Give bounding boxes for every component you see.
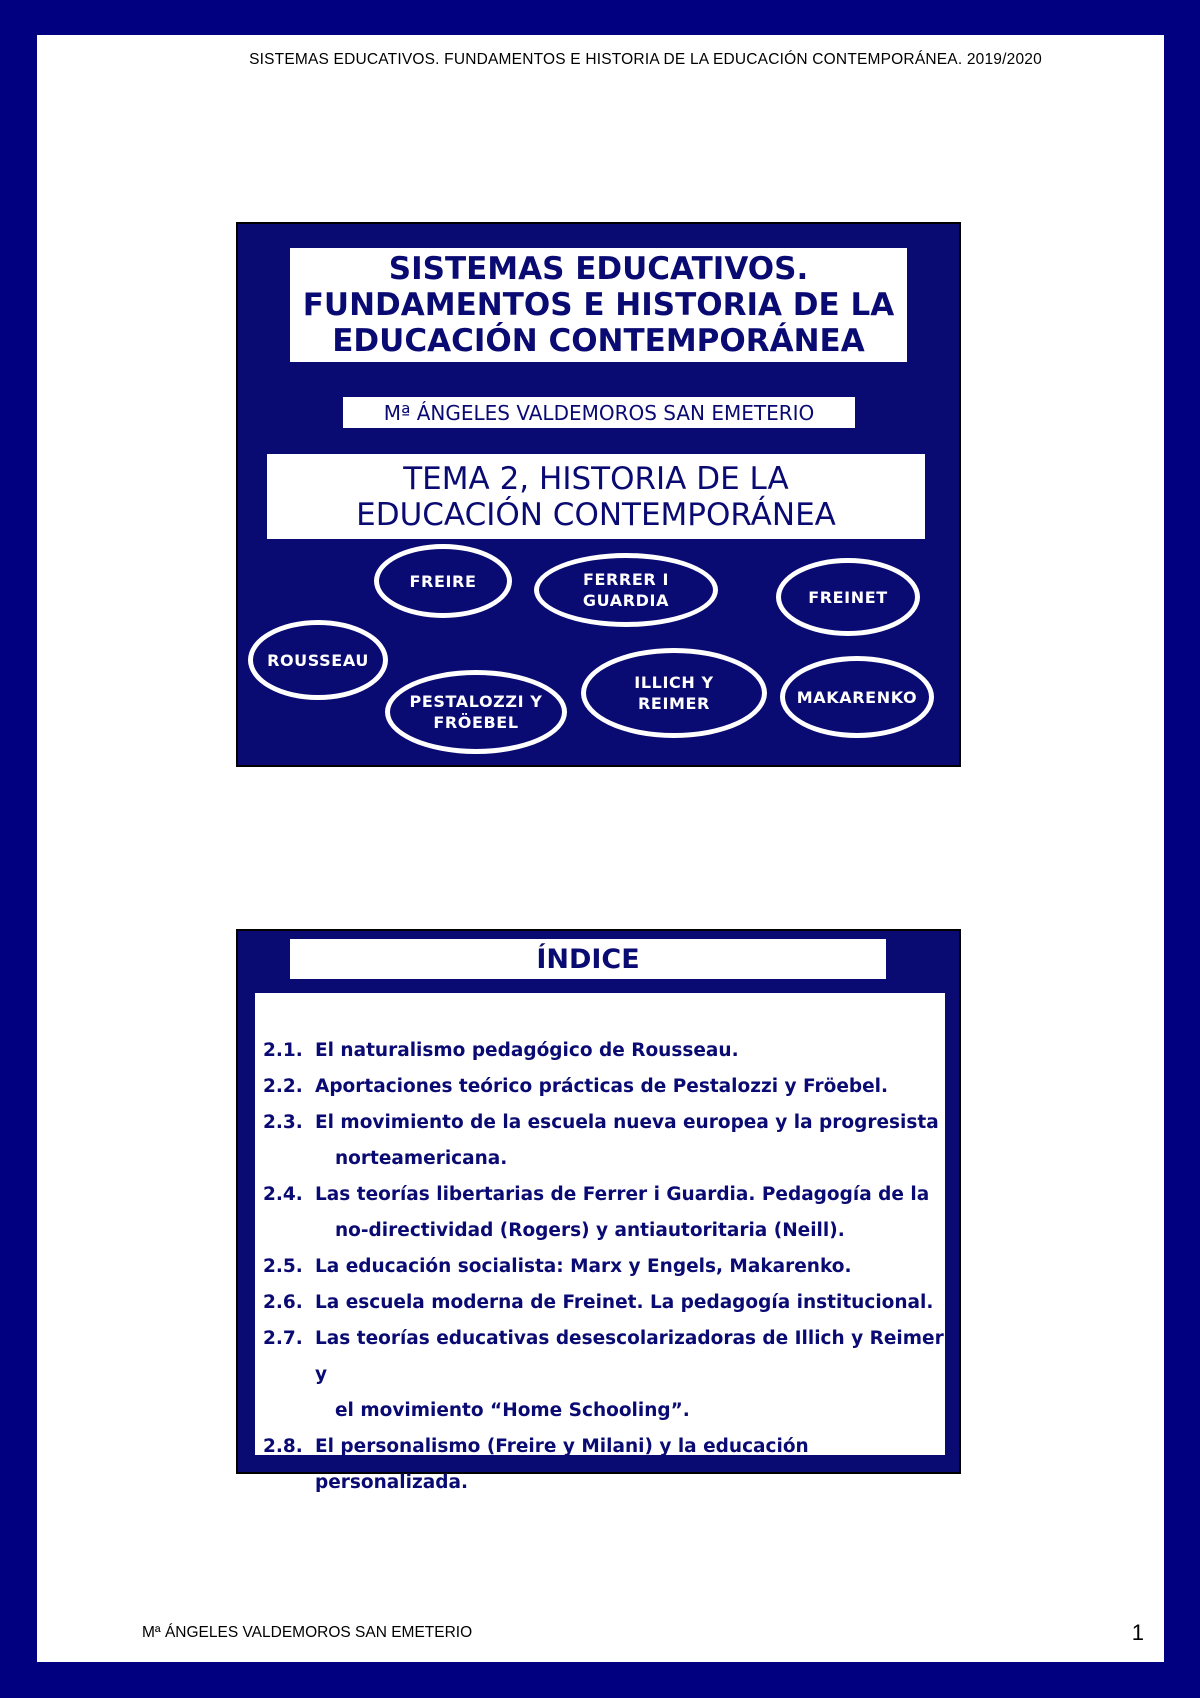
index-number: 2.7.	[263, 1328, 303, 1349]
index-text: El personalismo (Freire y Milani) y la educación personalizada.	[315, 1436, 809, 1493]
oval-rousseau: ROUSSEAU	[248, 620, 388, 700]
index-text: Aportaciones teórico prácticas de Pestalozzi y Fröebel.	[315, 1076, 889, 1097]
running-footer: Mª ÁNGELES VALDEMOROS SAN EMETERIO	[142, 1624, 473, 1641]
index-number: 2.2.	[263, 1076, 303, 1097]
index-text: La escuela moderna de Freinet. La pedagogía institucional.	[315, 1292, 934, 1313]
index-item	[263, 1069, 945, 1105]
oval-ferrer-i-guardia: FERRER I GUARDIA	[534, 553, 718, 627]
index-text-continuation: norteamericana.	[335, 1148, 508, 1169]
oval-freinet: FREINET	[776, 558, 920, 636]
page-number: 1	[1131, 1620, 1144, 1645]
index-text: Las teorías libertarias de Ferrer i Guardia. Pedagogía de la	[315, 1184, 930, 1205]
index-item	[263, 1321, 945, 1429]
index-number: 2.3.	[263, 1112, 303, 1133]
index-number: 2.5.	[263, 1256, 303, 1277]
index-item	[263, 1033, 945, 1069]
index-number: 2.1.	[263, 1040, 303, 1061]
index-slide	[236, 929, 961, 1493]
index-text: El movimiento de la escuela nueva europea y la progresista	[315, 1112, 939, 1133]
index-text: El naturalismo pedagógico de Rousseau.	[315, 1040, 739, 1061]
index-item	[263, 1177, 945, 1249]
oval-illich-y-reimer: ILLICH Y REIMER	[581, 648, 767, 738]
index-list	[255, 993, 945, 1493]
oval-freire: FREIRE	[374, 544, 512, 618]
topic-title: TEMA 2, HISTORIA DE LA EDUCACIÓN CONTEMPORÁNEA	[267, 454, 925, 539]
index-number: 2.4.	[263, 1184, 303, 1205]
oval-pestalozzi-y-froebel: PESTALOZZI Y FRÖEBEL	[385, 670, 567, 754]
oval-makarenko: MAKARENKO	[780, 656, 934, 738]
document-page	[37, 35, 1164, 1662]
index-text-continuation: el movimiento “Home Schooling”.	[335, 1400, 690, 1421]
slide-author: Mª ÁNGELES VALDEMOROS SAN EMETERIO	[343, 397, 855, 428]
running-header: SISTEMAS EDUCATIVOS. FUNDAMENTOS E HISTORIA DE LA EDUCACIÓN CONTEMPORÁNEA. 2019/2020	[249, 51, 1042, 68]
index-item	[263, 1285, 945, 1321]
index-text-continuation: no-directividad (Rogers) y antiautoritaria (Neill).	[335, 1220, 845, 1241]
index-item	[263, 1105, 945, 1177]
index-text: Las teorías educativas desescolarizadoras de Illich y Reimer y	[315, 1328, 944, 1385]
index-text: La educación socialista: Marx y Engels, Makarenko.	[315, 1256, 852, 1277]
index-number: 2.6.	[263, 1292, 303, 1313]
index-title: ÍNDICE	[290, 939, 886, 979]
title-slide	[236, 222, 961, 767]
index-number: 2.8.	[263, 1436, 303, 1457]
slide-title: SISTEMAS EDUCATIVOS. FUNDAMENTOS E HISTORIA DE LA EDUCACIÓN CONTEMPORÁNEA	[290, 248, 907, 362]
index-item	[263, 1429, 945, 1501]
index-item	[263, 1249, 945, 1285]
